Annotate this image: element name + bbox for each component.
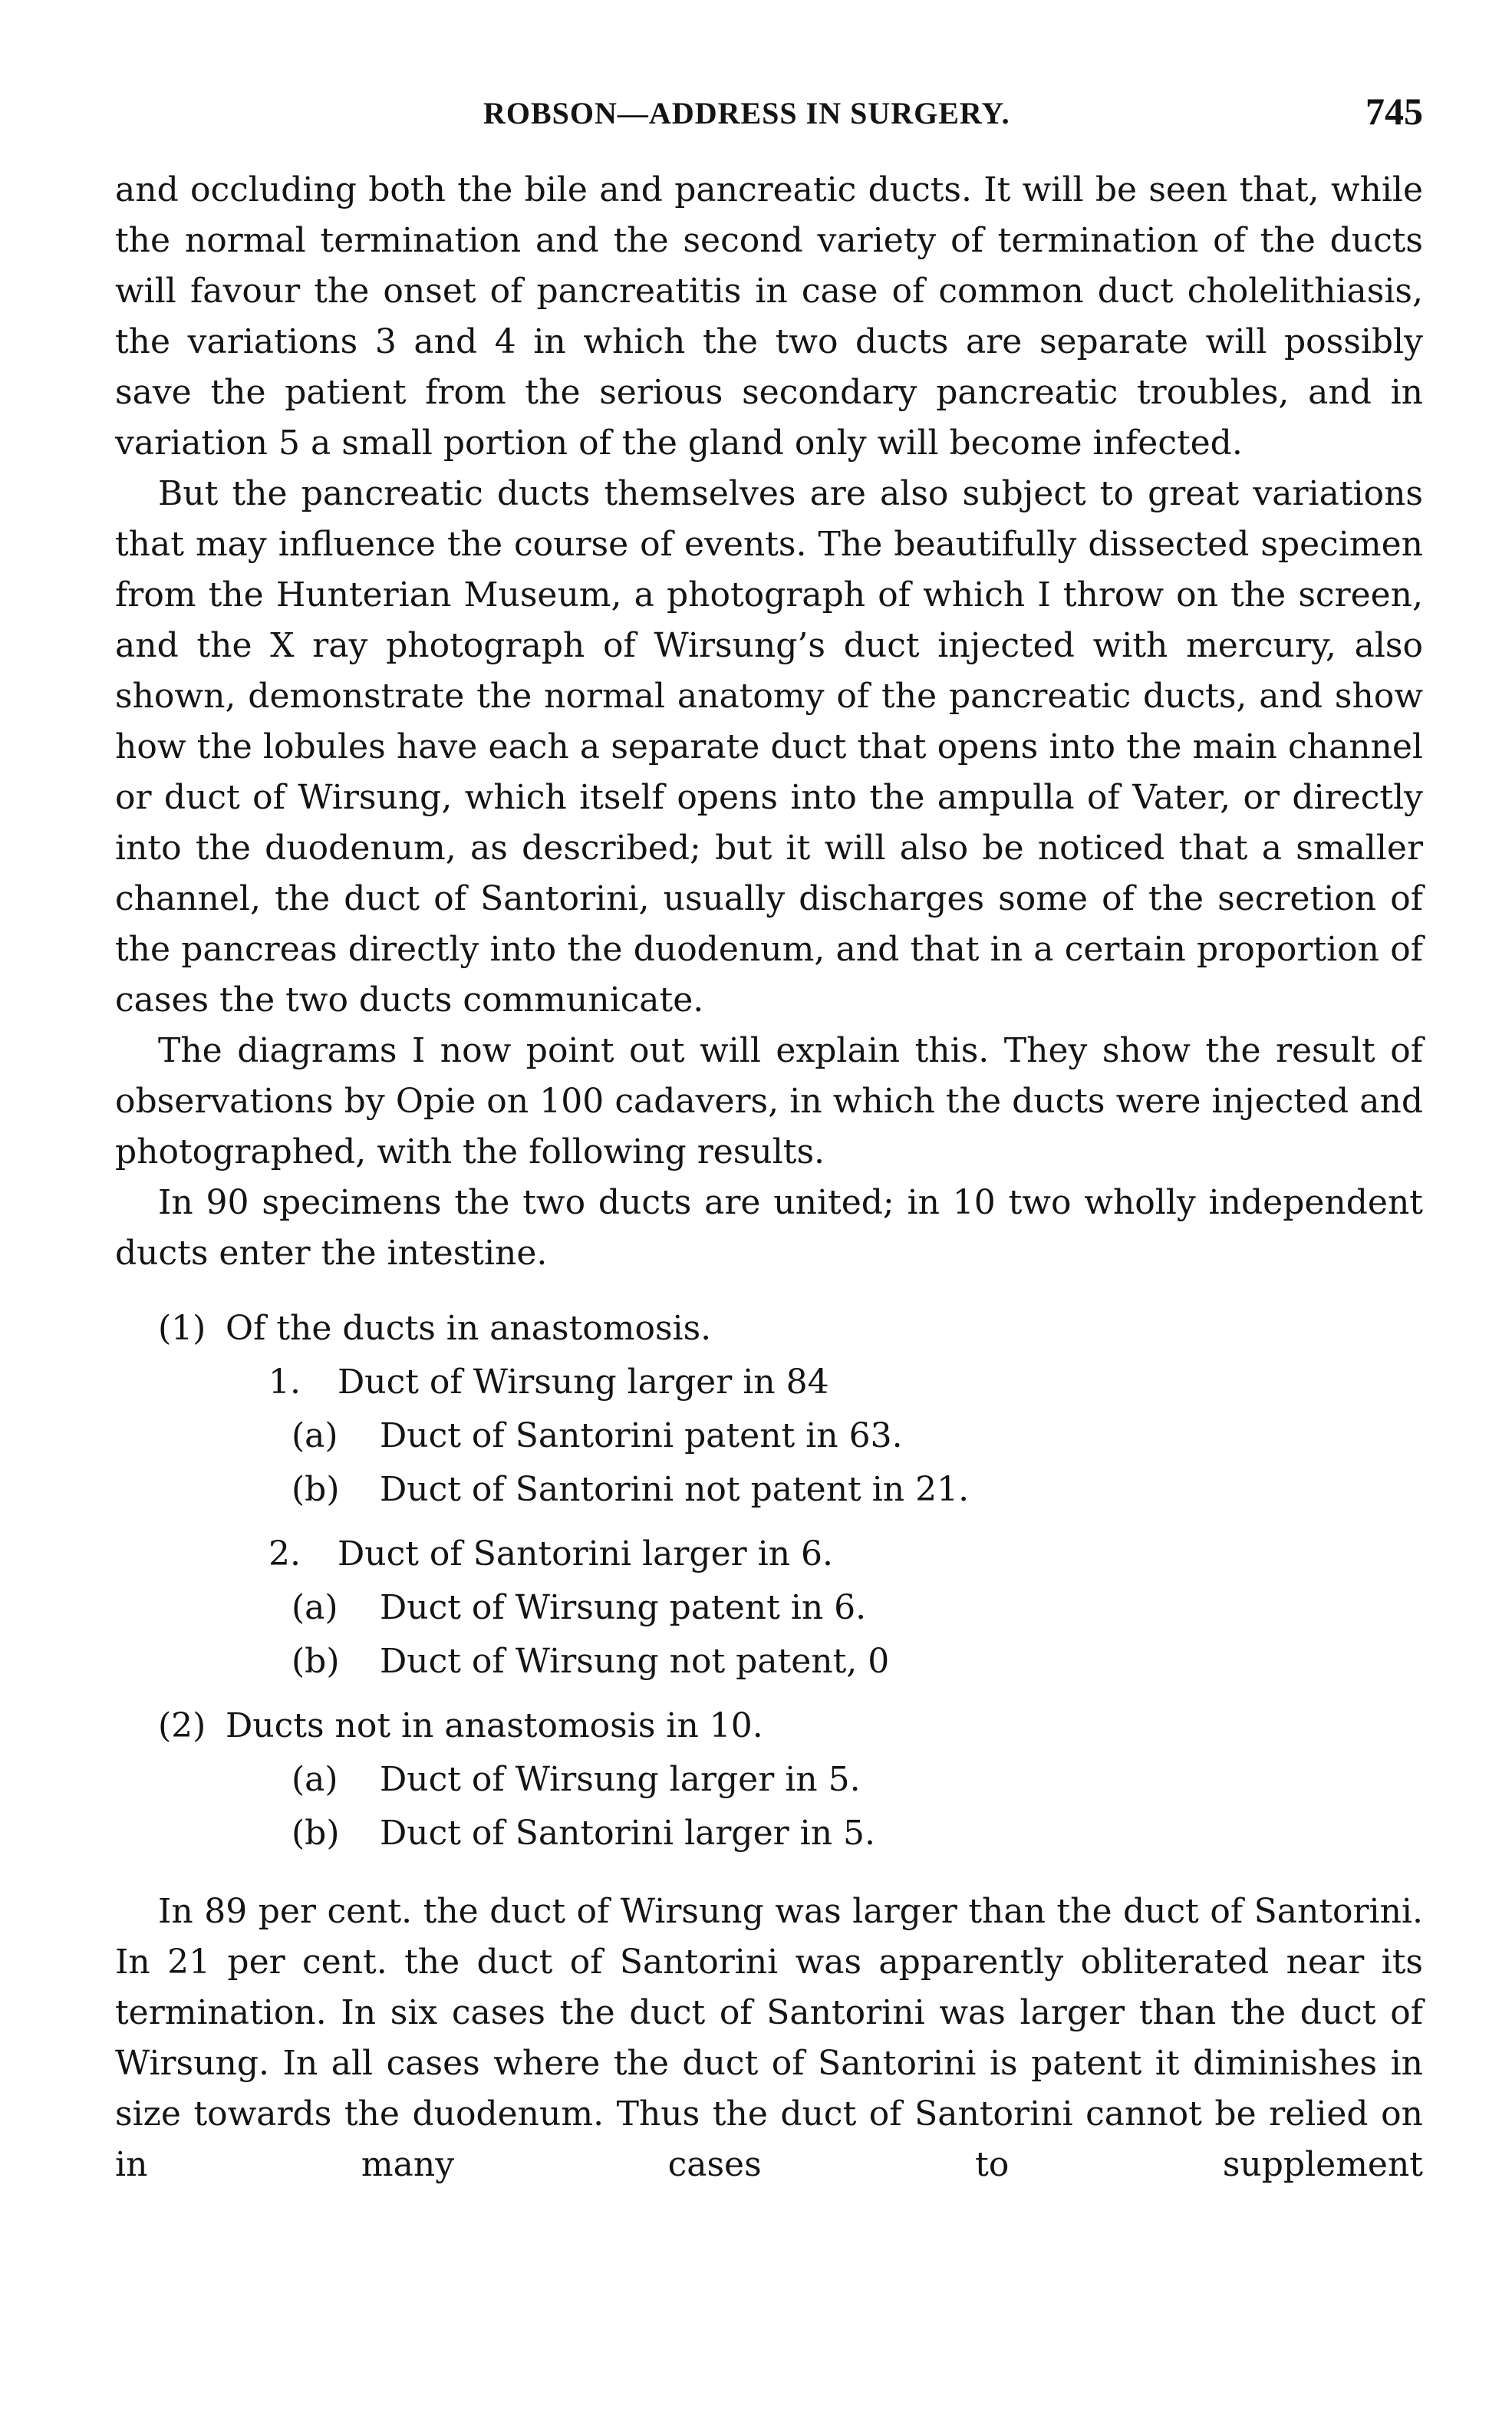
- list-item: [115, 1807, 1423, 1860]
- results-list: [115, 1302, 1423, 1860]
- list-text: Of the ducts in anastomosis.: [226, 1309, 712, 1348]
- body-text: [115, 165, 1423, 2190]
- list-text: Duct of Wirsung patent in 6.: [380, 1588, 867, 1627]
- list-item: [115, 1409, 1423, 1463]
- list-text: Duct of Santorini not patent in 21.: [380, 1470, 970, 1509]
- paragraph-4: In 90 specimens the two ducts are united; in 10 two wholly independent ducts enter the intestine.: [115, 1183, 1423, 1273]
- running-head: [115, 84, 1423, 138]
- list-item: [115, 1356, 1423, 1409]
- list-number: (2): [158, 1706, 206, 1745]
- list-number: (a): [292, 1416, 338, 1455]
- list-number: (a): [292, 1588, 338, 1627]
- paragraph-1: and occluding both the bile and pancreatic ducts. It will be seen that, while the normal termination and the second variety of termination of the ducts will favour the onset of pancreatitis in case of common duct cholelithiasis, the variations 3 and 4 in which the two ducts are separate will possibly save the patient from the serious secondary pancreatic troubles, and in variation 5 a small portion of the gland only will become infected.: [115, 170, 1423, 463]
- list-item: [115, 1753, 1423, 1807]
- list-number: 1.: [268, 1363, 301, 1402]
- list-number: (1): [158, 1309, 206, 1348]
- list-text: Duct of Santorini patent in 63.: [380, 1416, 903, 1455]
- list-item: [115, 1635, 1423, 1689]
- list-item: [115, 1527, 1423, 1581]
- list-spacer: [115, 1517, 1423, 1527]
- running-title: ROBSON—ADDRESS IN SURGERY.: [483, 96, 1010, 130]
- list-number: 2.: [268, 1534, 301, 1573]
- list-item: [115, 1463, 1423, 1517]
- list-text: Duct of Wirsung not patent, 0: [380, 1642, 890, 1681]
- list-text: Duct of Wirsung larger in 5.: [380, 1760, 861, 1799]
- page-number: 745: [1365, 90, 1423, 133]
- list-item: [115, 1581, 1423, 1635]
- list-item: [115, 1302, 1423, 1356]
- list-number: (b): [292, 1642, 340, 1681]
- list-number: (b): [292, 1814, 340, 1853]
- list-text: Duct of Santorini larger in 5.: [380, 1814, 876, 1853]
- list-number: (a): [292, 1760, 338, 1799]
- paragraph-3: The diagrams I now point out will explain this. They show the result of observations by Opie on 100 cadavers, in which the ducts were injected and photographed, with the following results.: [115, 1031, 1423, 1171]
- list-item: [115, 1699, 1423, 1753]
- paragraph-2: But the pancreatic ducts themselves are also subject to great variations that may influence the course of events. The beautifully dissected specimen from the Hunterian Museum, a photograph of which I throw on the screen, and the X ray photograph of Wirsung’s duct injected with mercury, also shown, demonstrate the normal anatomy of the pancreatic ducts, and show how the lobules have each a separate duct that opens into the main channel or duct of Wirsung, which itself opens into the ampulla of Vater, or directly into the duodenum, as described; but it will also be noticed that a smaller channel, the duct of Santorini, usually discharges some of the secretion of the pancreas directly into the duodenum, and that in a certain proportion of cases the two ducts communicate.: [115, 474, 1423, 1020]
- list-text: Duct of Santorini larger in 6.: [338, 1534, 834, 1573]
- list-text: Ducts not in anastomosis in 10.: [226, 1706, 763, 1745]
- list-spacer: [115, 1689, 1423, 1699]
- paragraph-5: In 89 per cent. the duct of Wirsung was larger than the duct of Santorini. In 21 per cent. the duct of Santorini was apparently obliterated near its termination. In six cases the duct of Santorini was larger than the duct of Wirsung. In all cases where the duct of Santorini is patent it diminishes in size towards the duodenum. Thus the duct of Santorini cannot be relied on in many cases to supplement: [115, 1892, 1423, 2184]
- list-number: (b): [292, 1470, 340, 1509]
- list-text: Duct of Wirsung larger in 84: [338, 1363, 829, 1402]
